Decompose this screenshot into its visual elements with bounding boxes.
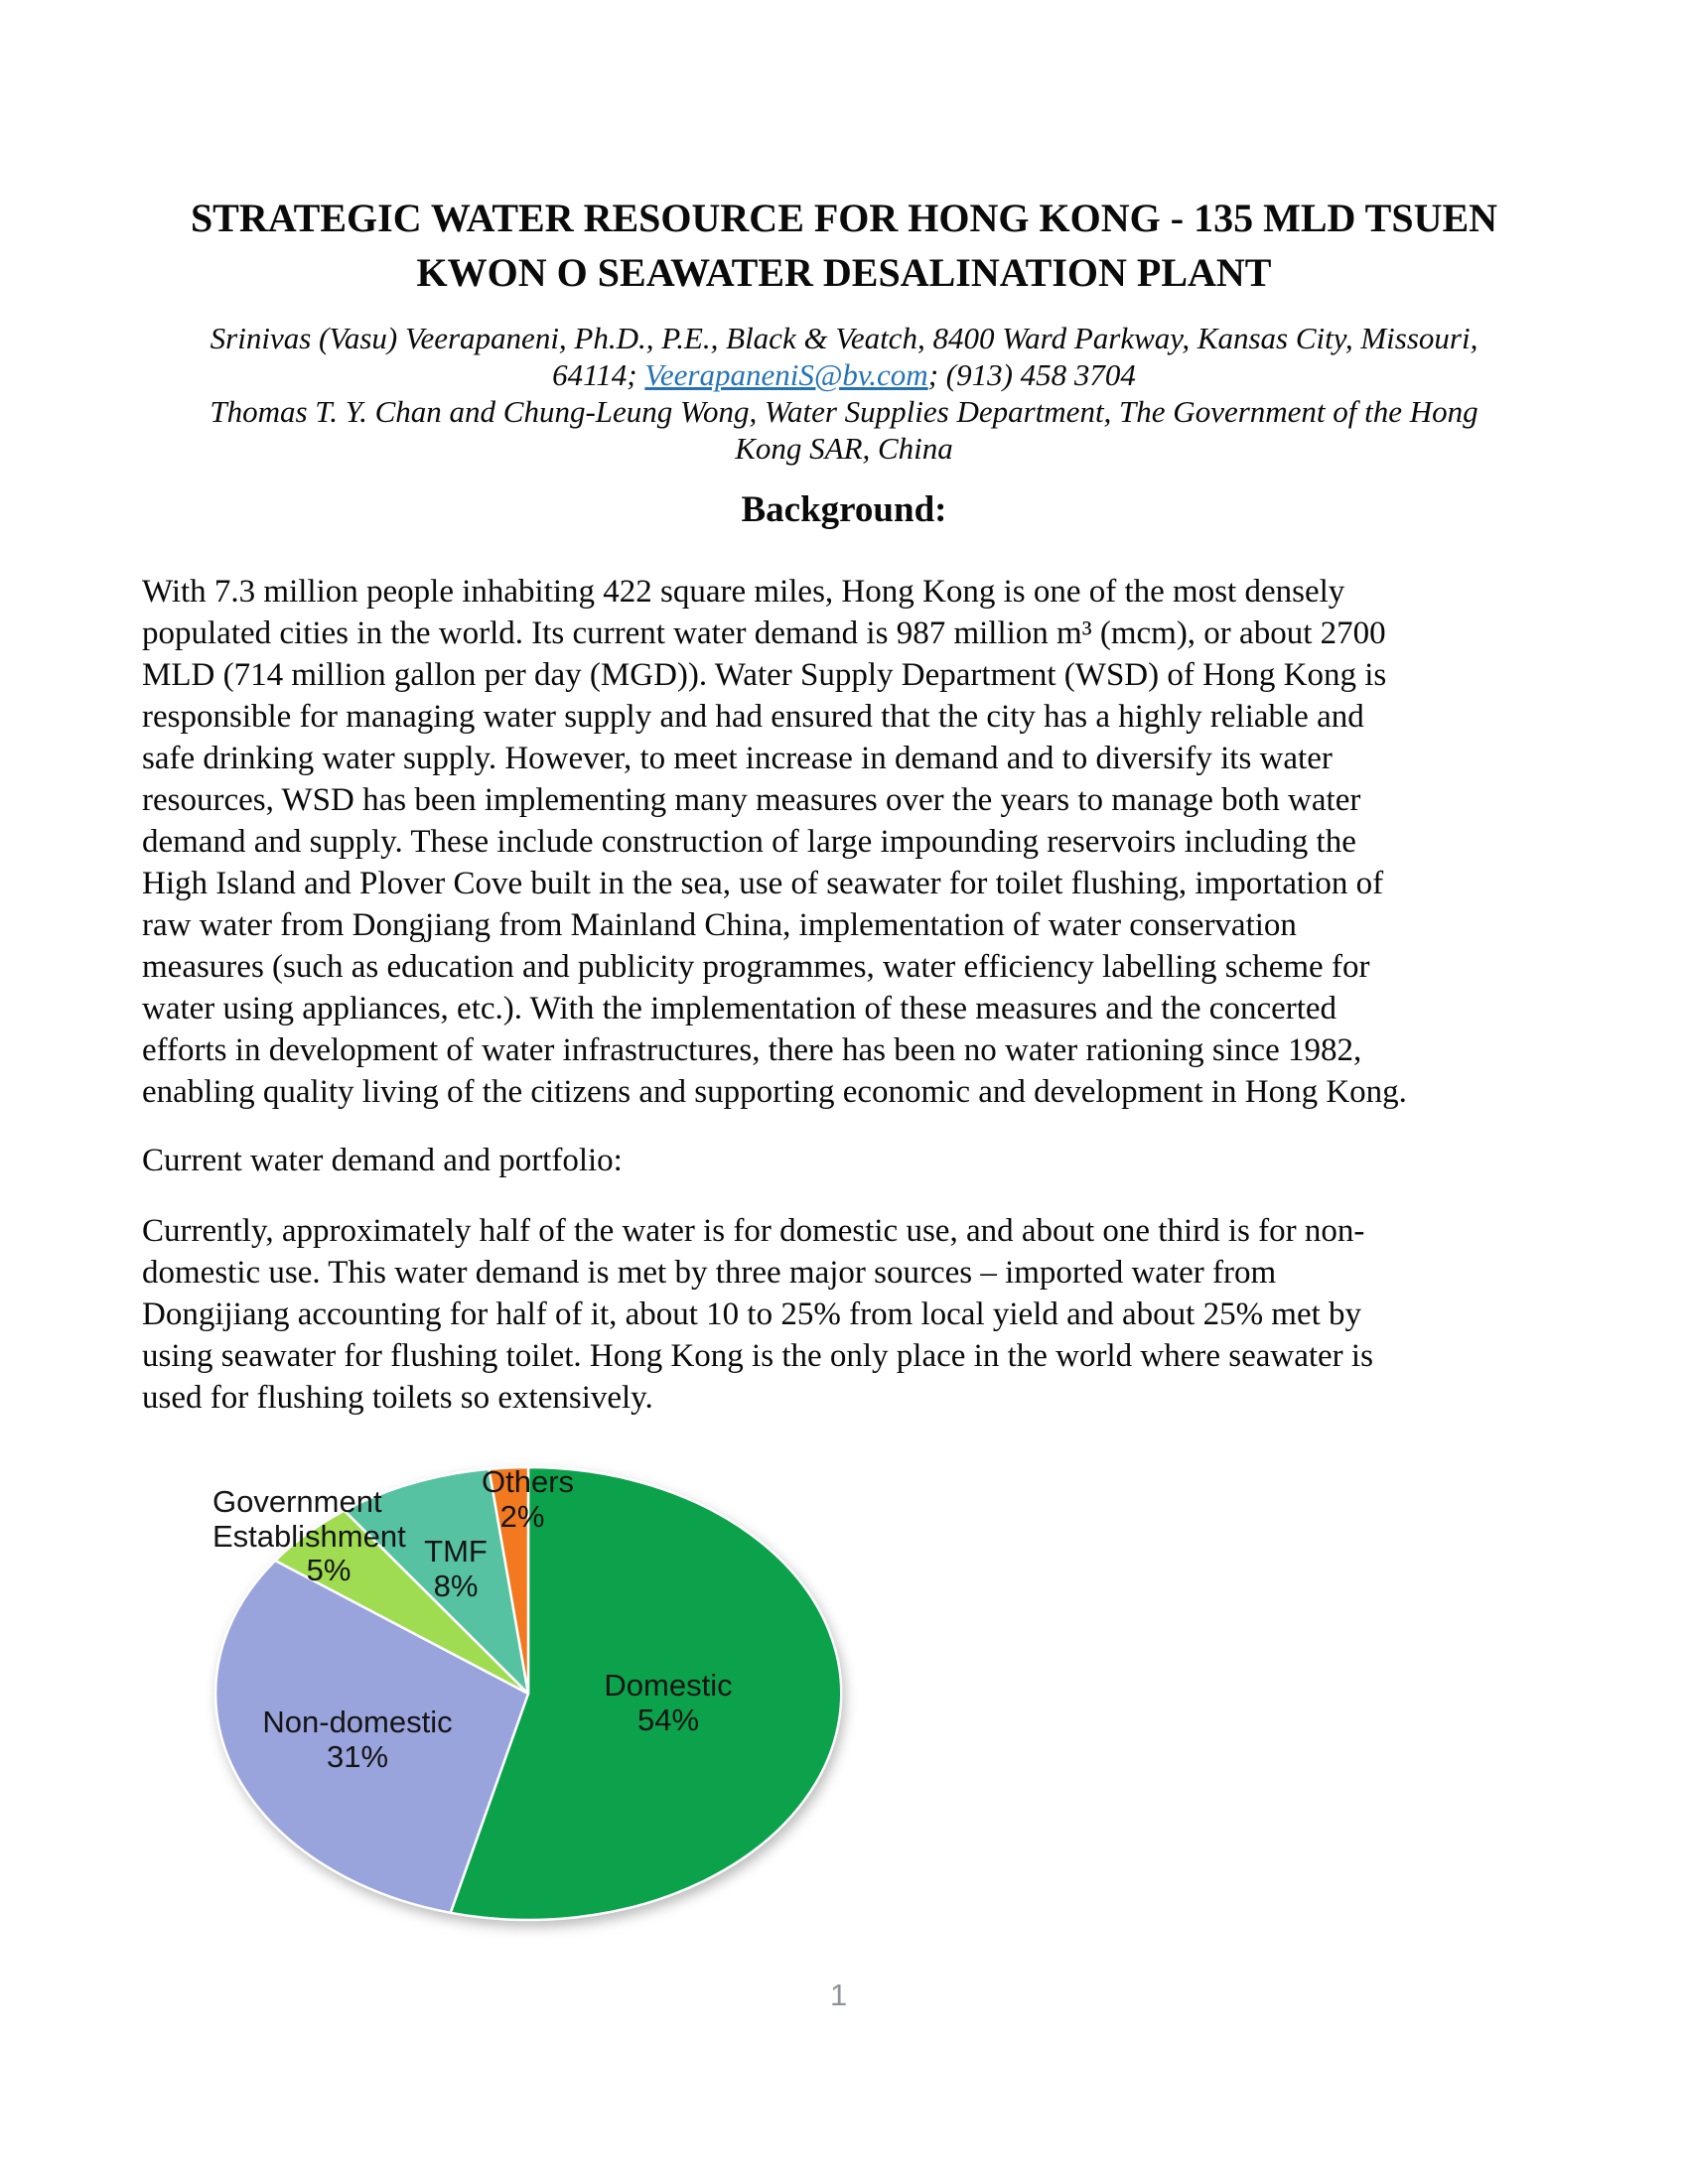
paragraph-line: raw water from Dongjiang from Mainland China, implementation of water conservation: [142, 907, 1297, 943]
pie-label-non-domestic: [248, 1705, 467, 1774]
pie-label-tmf: [420, 1534, 492, 1603]
paragraph-line: With 7.3 million people inhabiting 422 square miles, Hong Kong is one of the most densely: [142, 574, 1345, 610]
author-line-2-prefix: 64114;: [552, 357, 645, 392]
subheading-water-demand: Current water demand and portfolio:: [142, 1143, 623, 1178]
paragraph-line: measures (such as education and publicity programmes, water efficiency labelling scheme for: [142, 949, 1370, 985]
pie-label-domestic-pct: 54%: [636, 1703, 700, 1737]
paragraph-line: demand and supply. These include construction of large impounding reservoirs including the: [142, 824, 1356, 860]
paragraph-line: responsible for managing water supply and had ensured that the city has a highly reliable and: [142, 699, 1364, 735]
paragraph-line: using seawater for flushing toilet. Hong Kong is the only place in the world where seawater is: [142, 1338, 1373, 1374]
author-line-3: Thomas T. Y. Chan and Chung-Leung Wong, Water Supplies Department, The Government of the Hong: [210, 394, 1478, 429]
author-line-4: Kong SAR, China: [735, 431, 953, 466]
author-block: [142, 320, 1546, 467]
paragraph-line: used for flushing toilets so extensively.: [142, 1380, 653, 1416]
author-line-2: [142, 356, 1546, 393]
pie-label-others-name: Others: [482, 1464, 575, 1499]
pie-label-government-establishment-pct: 5%: [306, 1553, 352, 1587]
pie-label-government-establishment: Government Establishment: [212, 1484, 406, 1554]
title-line-1: STRATEGIC WATER RESOURCE FOR HONG KONG - 135 MLD TSUEN: [190, 196, 1498, 240]
paragraph-line: MLD (714 million gallon per day (MGD)). Water Supply Department (WSD) of Hong Kong is: [142, 657, 1387, 693]
pie-label-domestic: [589, 1668, 748, 1737]
author-line-2-suffix: ; (913) 458 3704: [927, 357, 1136, 392]
paragraph-line: Currently, approximately half of the water is for domestic use, and about one third is for non-: [142, 1213, 1365, 1249]
paragraph-demand-portfolio: [142, 1210, 1546, 1419]
pie-label-domestic-name: Domestic: [604, 1668, 733, 1703]
paragraph-line: water using appliances, etc.). With the implementation of these measures and the concerted: [142, 991, 1337, 1026]
paragraph-line: domestic use. This water demand is met by three major sources – imported water from: [142, 1255, 1277, 1291]
paragraph-line: Dongijiang accounting for half of it, about 10 to 25% from local yield and about 25% met by: [142, 1297, 1362, 1332]
author-line-1: Srinivas (Vasu) Veerapaneni, Ph.D., P.E., Black & Veatch, 8400 Ward Parkway, Kansas City, Missouri,: [210, 321, 1478, 355]
paragraph-line: efforts in development of water infrastructures, there has been no water rationing since 1982,: [142, 1032, 1362, 1068]
email-link[interactable]: VeerapaneniS@bv.com: [644, 357, 928, 392]
paragraph-line: resources, WSD has been implementing many measures over the years to manage both water: [142, 782, 1361, 818]
pie-label-others: [482, 1464, 575, 1534]
pie-label-non-domestic-pct: 31%: [326, 1739, 389, 1774]
pie-label-non-domestic-name: Non-domestic: [262, 1705, 453, 1739]
paragraph-line: enabling quality living of the citizens and supporting economic and development in Hong Kong.: [142, 1074, 1407, 1110]
pie-label-tmf-name: TMF: [424, 1534, 488, 1569]
pie-label-others-pct: 2%: [499, 1499, 545, 1534]
background-heading: Background:: [741, 489, 947, 530]
pie-label-tmf-pct: 8%: [433, 1569, 479, 1603]
paragraph-line: High Island and Plover Cove built in the sea, use of seawater for toilet flushing, importation of: [142, 866, 1384, 901]
title-line-2: KWON O SEAWATER DESALINATION PLANT: [416, 250, 1272, 295]
pie-chart-water-use: [139, 1434, 914, 1995]
paragraph-line: populated cities in the world. Its current water demand is 987 million m³ (mcm), or about 2700: [142, 615, 1386, 651]
paragraph-line: safe drinking water supply. However, to meet increase in demand and to diversify its water: [142, 741, 1333, 776]
page-title: [142, 191, 1546, 300]
page-number: 1: [830, 1978, 848, 2012]
paragraph-background: [142, 571, 1546, 1113]
